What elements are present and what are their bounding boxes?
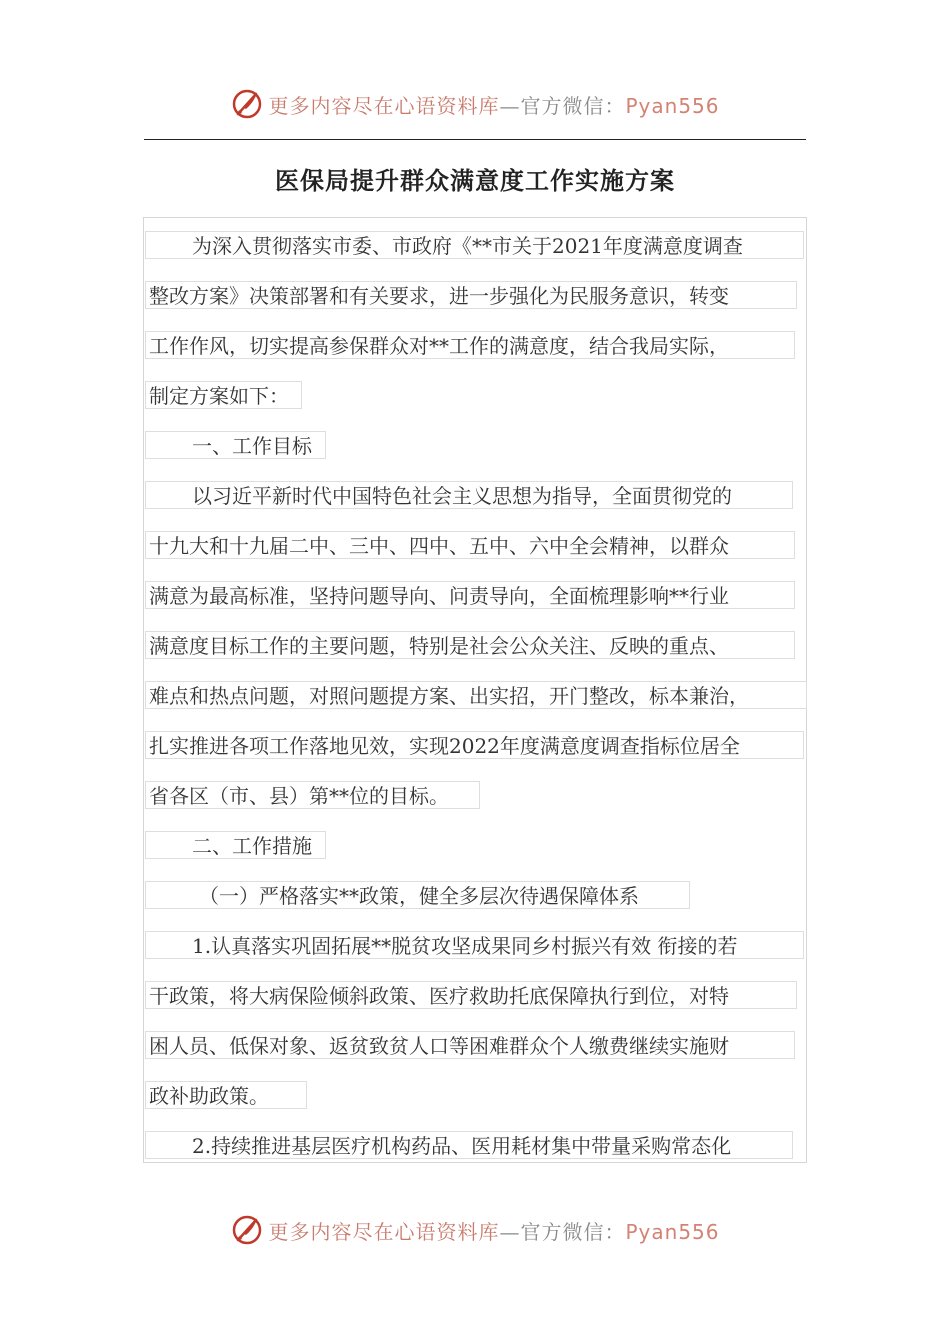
text-line: 2.持续推进基层医疗机构药品、医用耗材集中带量采购常态化 [145,1131,793,1159]
footer-dash: — [499,1219,521,1244]
section-heading: 一、工作目标 [145,431,326,459]
footer-official: 官方微信： [520,1219,626,1244]
text-line: 为深入贯彻落实市委、市政府《**市关于2021年度满意度调查 [145,231,804,259]
subsection-heading: （一）严格落实**政策，健全多层次待遇保障体系 [145,881,690,909]
quill-logo-icon [230,87,264,121]
section-heading: 二、工作措施 [145,831,326,859]
header-official: 官方微信： [520,93,626,118]
header-banner-text [268,90,719,119]
header-wechat-id: Pyan556 [625,93,720,118]
text-line: 扎实推进各项工作落地见效，实现2022年度满意度调查指标位居全 [145,731,804,759]
header-brand: 更多内容尽在心语资料库 [268,93,500,118]
header-dash: — [499,93,521,118]
text-line: 政补助政策。 [145,1081,307,1109]
text-line: 满意为最高标准，坚持问题导向、问责导向，全面梳理影响**行业 [145,581,795,609]
text-line: 以习近平新时代中国特色社会主义思想为指导，全面贯彻党的 [145,481,793,509]
text-line: 工作作风，切实提高参保群众对**工作的满意度，结合我局实际， [145,331,795,359]
text-line: 省各区（市、县）第**位的目标。 [145,781,480,809]
text-line: 整改方案》决策部署和有关要求，进一步强化为民服务意识，转变 [145,281,797,309]
header-banner [0,82,950,126]
text-line: 满意度目标工作的主要问题，特别是社会公众关注、反映的重点、 [145,631,795,659]
text-line: 困人员、低保对象、返贫致贫人口等困难群众个人缴费继续实施财 [145,1031,795,1059]
header-rule [144,139,806,140]
footer-banner [0,1208,950,1252]
text-line: 十九大和十九届二中、三中、四中、五中、六中全会精神，以群众 [145,531,795,559]
document-title: 医保局提升群众满意度工作实施方案 [275,166,675,195]
quill-logo-icon [230,1213,264,1247]
footer-banner-text [268,1216,719,1245]
text-line: 干政策，将大病保险倾斜政策、医疗救助托底保障执行到位，对特 [145,981,797,1009]
text-line: 难点和热点问题，对照问题提方案、出实招，开门整改，标本兼治， [145,681,807,709]
footer-wechat-id: Pyan556 [625,1219,720,1244]
document-body [143,217,807,1163]
text-line: 制定方案如下： [145,381,302,409]
text-line: 1.认真落实巩固拓展**脱贫攻坚成果同乡村振兴有效 衔接的若 [145,931,804,959]
footer-brand: 更多内容尽在心语资料库 [268,1219,500,1244]
